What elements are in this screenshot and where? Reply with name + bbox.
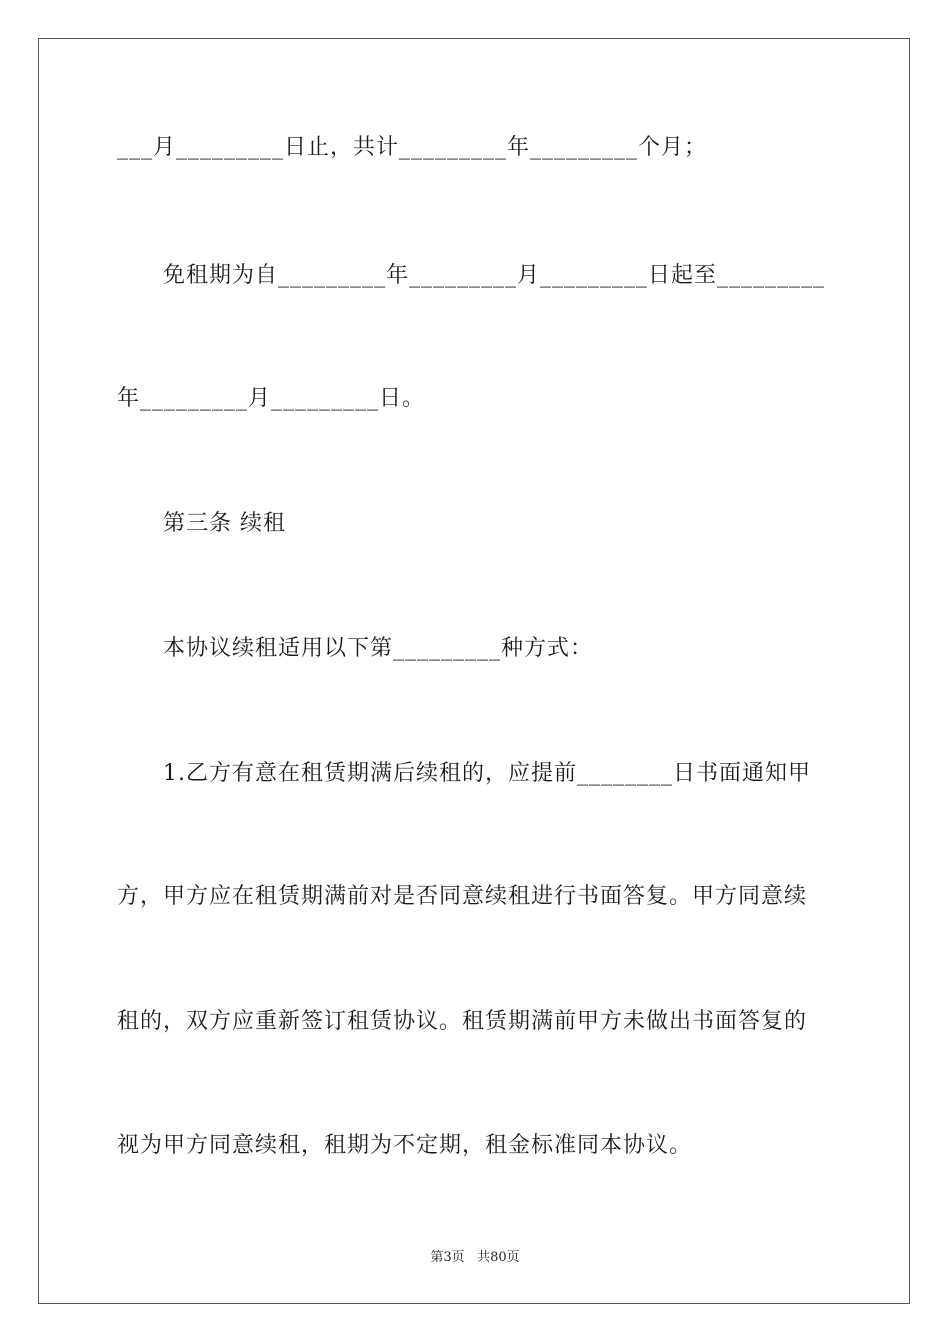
text-line-rent-free-end: 年_________月_________日。	[117, 386, 426, 411]
text-line-rent-free-start: 免租期为自_________年_________月_________日起至_________	[163, 263, 826, 288]
article-heading-renewal: 第三条 续租	[163, 511, 286, 536]
page-footer	[0, 1246, 950, 1265]
text-line-renewal-method: 本协议续租适用以下第_________种方式：	[163, 636, 594, 661]
text-line-clause-1c: 租的，双方应重新签订租赁协议。租赁期满前甲方未做出书面答复的	[117, 1009, 808, 1034]
text-line-clause-1d: 视为甲方同意续租，租期为不定期，租金标准同本协议。	[117, 1133, 693, 1158]
page-total: 共80页	[477, 1250, 520, 1265]
text-line-term-end: ___月_________日止，共计_________年_________个月；	[117, 135, 708, 160]
text-line-clause-1a: 1.乙方有意在租赁期满后续租的，应提前________日书面通知甲	[163, 761, 811, 786]
text-line-clause-1b: 方，甲方应在租赁期满前对是否同意续租进行书面答复。甲方同意续	[117, 884, 808, 909]
page-border	[38, 38, 910, 1304]
page-number: 第3页	[430, 1250, 465, 1265]
